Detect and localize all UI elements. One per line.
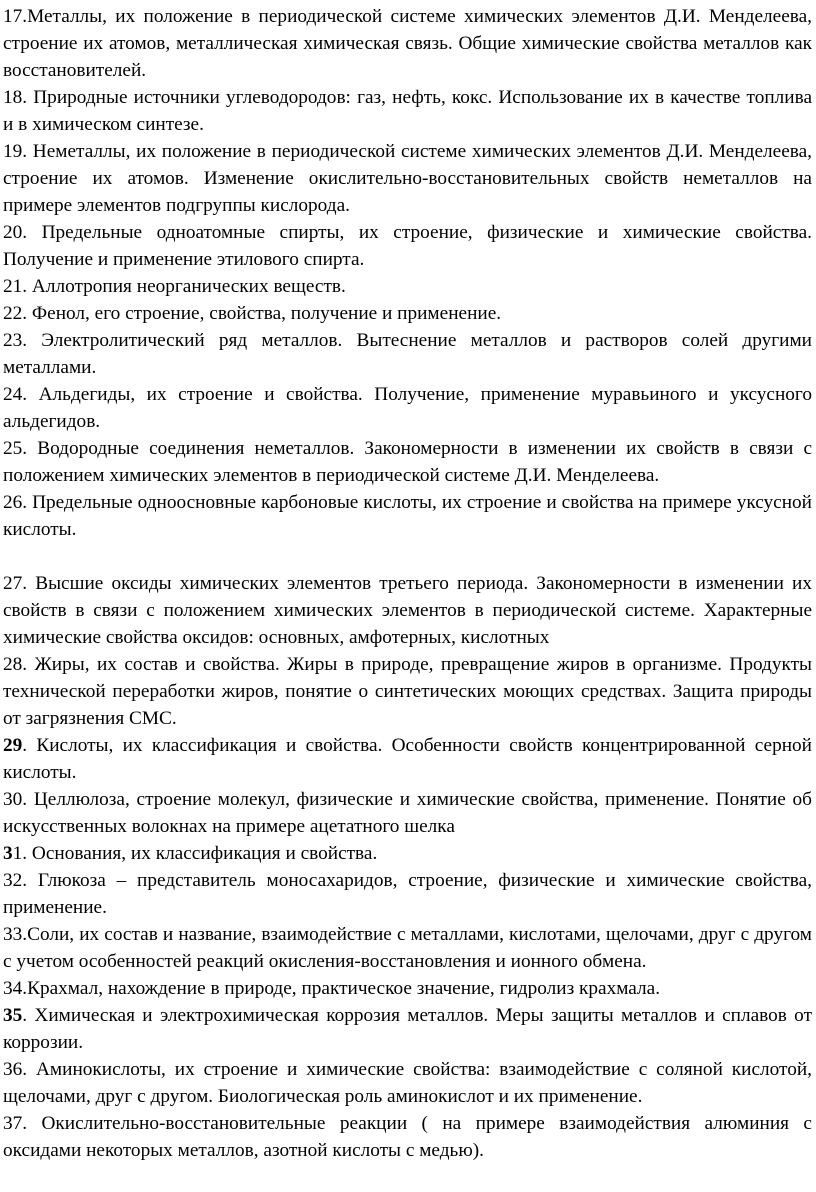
item-number: 35 — [3, 1005, 23, 1026]
list-item-31 — [3, 840, 812, 867]
list-item-20: 20. Предельные одноатомные спирты, их строение, физические и химические свойства. Получение и применение этилового спирта. — [3, 222, 812, 270]
list-item-25: 25. Водородные соединения неметаллов. Закономерности в изменении их свойств в связи с положением химических элементов в периодической системе Д.И. Менделеева. — [3, 438, 812, 486]
list-item-34: 34.Крахмал, нахождение в природе, практическое значение, гидролиз крахмала. — [3, 978, 661, 999]
list-item-30: 30. Целлюлоза, строение молекул, физические и химические свойства, применение. Понятие об искусственных волокнах на примере ацетатного шелка — [3, 789, 812, 837]
item-text: 1. Основания, их классификация и свойства. — [12, 843, 378, 864]
list-item-21: 21. Аллотропия неорганических веществ. — [3, 276, 346, 297]
list-item-23: 23. Электролитический ряд металлов. Вытеснение металлов и растворов солей другими металлами. — [3, 330, 812, 378]
item-number: 29 — [3, 735, 23, 756]
list-item-32: 32. Глюкоза – представитель моносахаридов, строение, физические и химические свойства, применение. — [3, 870, 812, 918]
list-item-35 — [3, 1002, 812, 1056]
list-item-36: 36. Аминокислоты, их строение и химические свойства: взаимодействие с соляной кислотой, щелочами, друг с другом. Биологическая роль аминокислот и их применение. — [3, 1059, 812, 1107]
list-item-37: 37. Окислительно-восстановительные реакции ( на примере взаимодействия алюминия с оксидами некоторых металлов, азотной кислоты с медью). — [3, 1113, 812, 1161]
item-number: 3 — [3, 843, 13, 864]
list-item-33: 33.Соли, их состав и название, взаимодействие с металлами, кислотами, щелочами, друг с другом с учетом особенностей реакций окисления-восстановления и ионного обмена. — [3, 924, 812, 972]
document-page — [3, 3, 812, 1164]
list-item-26: 26. Предельные одноосновные карбоновые кислоты, их строение и свойства на примере уксусной кислоты. — [3, 492, 812, 540]
list-item-29 — [3, 732, 812, 786]
paragraph-gap — [3, 543, 812, 570]
list-item-22: 22. Фенол, его строение, свойства, получение и применение. — [3, 303, 502, 324]
list-item-17: 17.Металлы, их положение в периодической системе химических элементов Д.И. Менделеева, строение их атомов, металлическая химическая связь. Общие химические свойства металлов как восстановителей. — [3, 6, 812, 81]
item-text: . Химическая и электрохимическая коррозия металлов. Меры защиты металлов и сплавов от коррозии. — [3, 1005, 812, 1053]
list-item-27: 27. Высшие оксиды химических элементов третьего периода. Закономерности в изменении их свойств в связи с положением химических элементов в периодической системе. Характерные химические свойства оксидов: основных, амфотерных, кислотных — [3, 573, 812, 648]
item-text: . Кислоты, их классификация и свойства. Особенности свойств концентрированной серной кислоты. — [3, 735, 812, 783]
list-item-24: 24. Альдегиды, их строение и свойства. Получение, применение муравьиного и уксусного альдегидов. — [3, 384, 812, 432]
list-item-18: 18. Природные источники углеводородов: газ, нефть, кокс. Использование их в качестве топлива и в химическом синтезе. — [3, 87, 812, 135]
list-item-28: 28. Жиры, их состав и свойства. Жиры в природе, превращение жиров в организме. Продукты технической переработки жиров, понятие о синтетических моющих средствах. Защита природы от загрязнения СМС. — [3, 654, 812, 729]
list-item-19: 19. Неметаллы, их положение в периодической системе химических элементов Д.И. Менделеева, строение их атомов. Изменение окислительно-восстановительных свойств неметаллов на примере элементов подгруппы кислорода. — [3, 141, 812, 216]
